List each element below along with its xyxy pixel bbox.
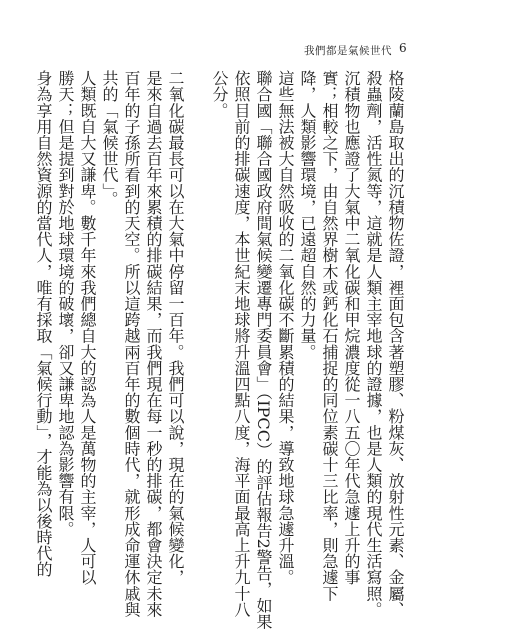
text-line: 勝天；但是提到對於地球環境的破壞，卻又謙卑地認為影響有限。 — [56, 70, 75, 537]
text-line: 是來自過去百年來累積的排碳結果，而我們現在每一秒的排碳，都會決定未來 — [144, 70, 163, 618]
text-line: 公分。 — [210, 70, 229, 119]
text-line: 二氧化碳最長可以在大氣中停留一百年。我們可以說，現在的氣候變化， — [166, 70, 185, 586]
text-line: 格陵蘭島取出的沉積物佐證，裡面包含著塑膠、粉煤灰、放射性元素、金屬、 — [386, 70, 405, 618]
text-line: 共的「氣候世代」。 — [100, 70, 119, 207]
body-text — [32, 70, 406, 629]
running-title: 我們都是氣候世代 — [304, 45, 392, 57]
text-line: 依照目前的排碳速度，本世紀末地球將升溫四點八度，海平面最高上升九十八 — [232, 70, 251, 618]
text-line: 殺蟲劑，活性氮等，這就是人類主宰地球的證據，也是人類的現代生活寫照。 — [364, 70, 383, 618]
text-line: 實；相較之下，由自然界樹木或鈣化石捕捉的同位素碳十三比率，則急遽下 — [320, 70, 339, 602]
text-line: 降，人類影響環境，已遠超自然的力量。 — [298, 70, 317, 360]
text-line: 百年的子孫所看到的天空。所以這跨越兩百年的數個時代，就形成命運休戚與 — [122, 70, 141, 618]
text-line: 身為享用自然資源的當代人，唯有採取「氣候行動」，才能為以後時代的 — [34, 70, 53, 578]
text-line: 人類既自大又謙卑。數千年來我們總自大的認為人是萬物的主宰，人可以 — [78, 70, 97, 586]
text-line: 沉積物也應證了大氣中二氧化碳和甲烷濃度從一八五〇年代急遽上升的事 — [342, 70, 361, 586]
text-line: 這些無法被大自然吸收的二氧化碳不斷累積的結果，導致地球急遽升溫。 — [276, 70, 295, 586]
page-number: 6 — [399, 41, 407, 55]
text-line: 聯合國「聯合國政府間氣候變遷專門委員會」（IPCC）的評估報告2警告，如果 — [254, 70, 273, 629]
